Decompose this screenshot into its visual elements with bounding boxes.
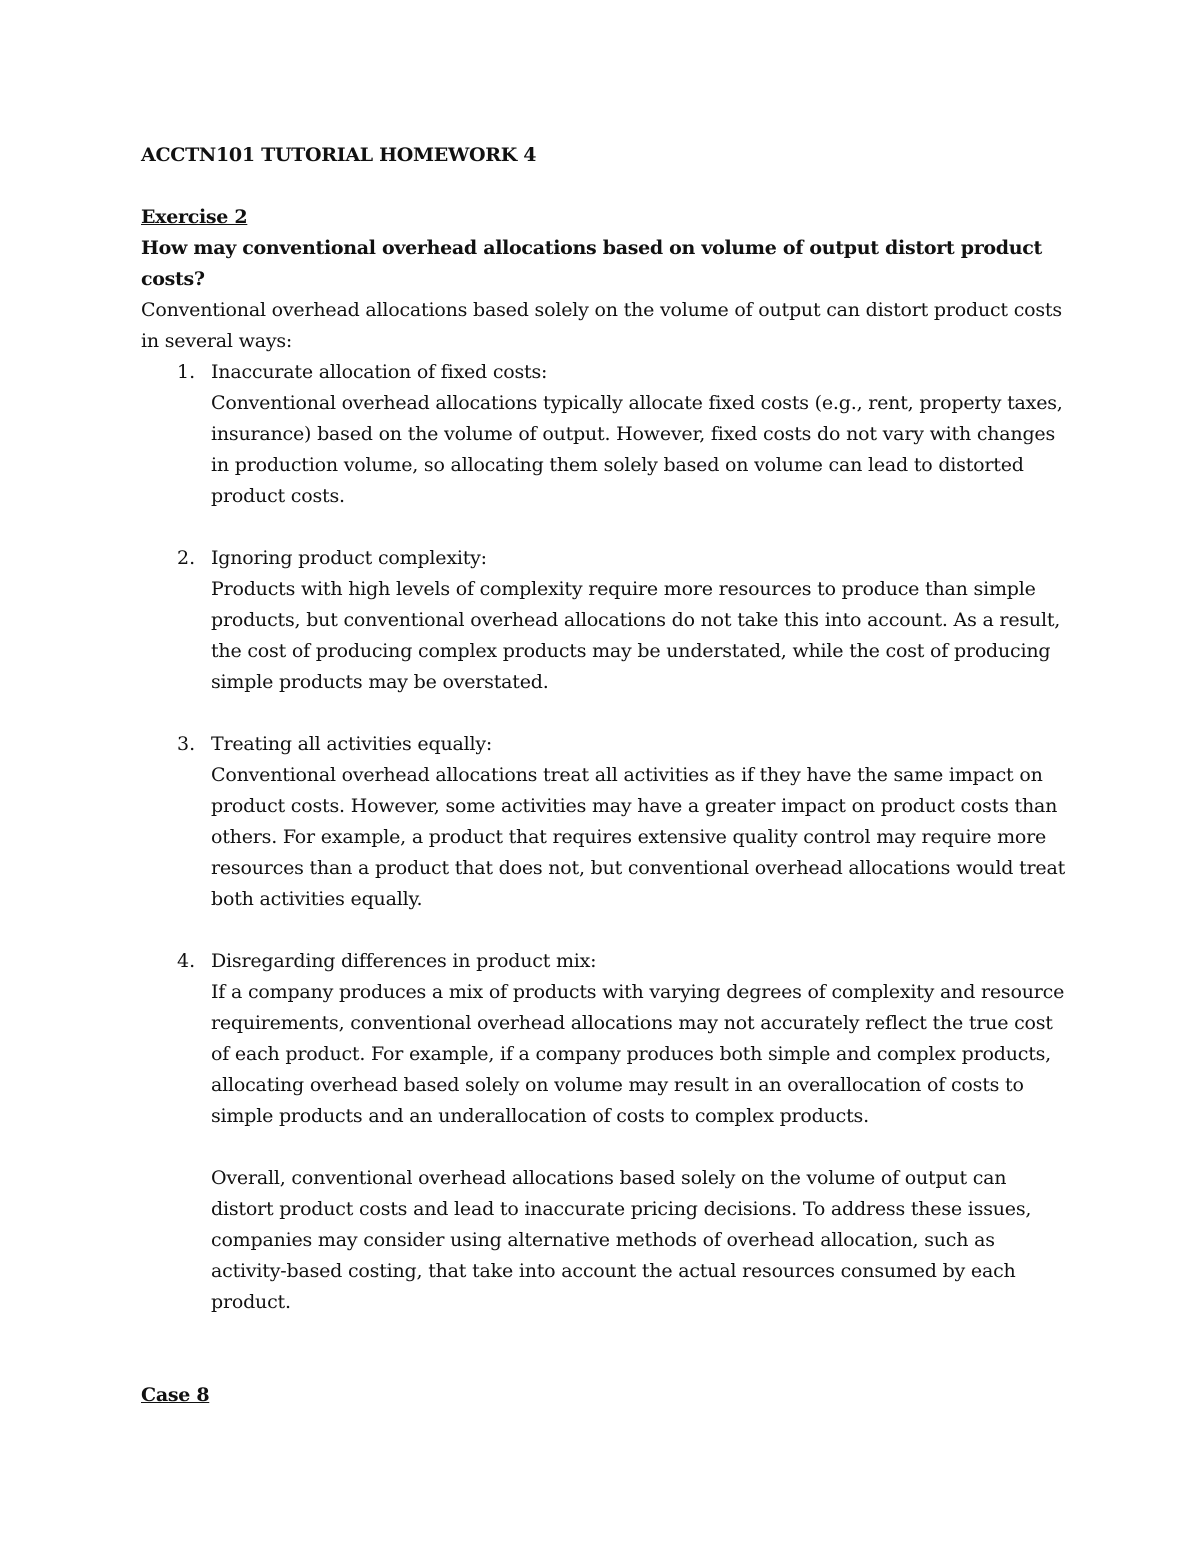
distortion-points-list: [141, 357, 1071, 1163]
blank-line: [211, 915, 1071, 946]
list-item-number: 3.: [177, 733, 196, 755]
list-item-number: 4.: [177, 950, 196, 972]
document-title: ACCTN101 TUTORIAL HOMEWORK 4: [141, 144, 537, 166]
list-item-body: If a company produces a mix of products with varying degrees of complexity and resource requirements, conventional overhead allocations may not accurately reflect the true cost of each product. For example, if a company produces both simple and complex products, allocating overhead based solely on volume may result in an overallocation of costs to simple products and an underallocation of costs to complex products.: [211, 981, 1065, 1127]
exercise-heading: Exercise 2: [141, 206, 248, 228]
blank-line: [141, 171, 1071, 202]
conclusion-paragraph: Overall, conventional overhead allocations based solely on the volume of output can distort product costs and lead to inaccurate pricing decisions. To address these issues, companies may consider using alternative methods of overhead allocation, such as activity-based costing, that take into account the actual resources consumed by each product.: [211, 1167, 1032, 1313]
list-item: [141, 729, 1071, 946]
list-item: [141, 357, 1071, 543]
list-item-title: Treating all activities equally:: [211, 733, 493, 755]
blank-line: [211, 698, 1071, 729]
list-item-body: Conventional overhead allocations treat all activities as if they have the same impact on product costs. However, some activities may have a greater impact on product costs than others. For example, a product that requires extensive quality control may require more resources than a product that does not, but conventional overhead allocations would treat both activities equally.: [211, 764, 1066, 910]
list-item-body: Products with high levels of complexity require more resources to produce than simple products, but conventional overhead allocations do not take this into account. As a result, the cost of producing complex products may be understated, while the cost of producing simple products may be overstated.: [211, 578, 1061, 693]
exercise-question: How may conventional overhead allocations based on volume of output distort product costs?: [141, 237, 1043, 290]
list-item-number: 1.: [177, 361, 196, 383]
blank-line: [211, 1132, 1071, 1163]
case-heading: Case 8: [141, 1384, 210, 1406]
blank-line: [211, 512, 1071, 543]
list-item: [141, 946, 1071, 1163]
intro-paragraph: Conventional overhead allocations based solely on the volume of output can distort product costs in several ways:: [141, 299, 1062, 352]
list-item-title: Ignoring product complexity:: [211, 547, 487, 569]
document-body: [141, 140, 1071, 1411]
list-item-title: Inaccurate allocation of fixed costs:: [211, 361, 548, 383]
blank-line: [141, 1318, 1071, 1349]
list-item-title: Disregarding differences in product mix:: [211, 950, 597, 972]
list-item-number: 2.: [177, 547, 196, 569]
list-item-body: Conventional overhead allocations typically allocate fixed costs (e.g., rent, property taxes, insurance) based on the volume of output. However, fixed costs do not vary with changes in production volume, so allocating them solely based on volume can lead to distorted product costs.: [211, 392, 1063, 507]
blank-line: [141, 1349, 1071, 1380]
list-item: [141, 543, 1071, 729]
